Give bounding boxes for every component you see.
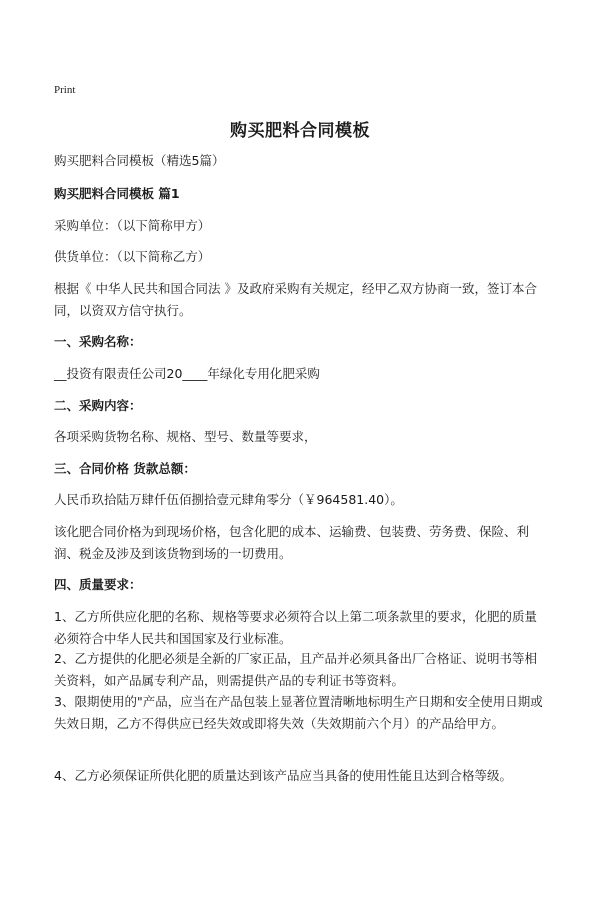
document-title: 购买肥料合同模板	[230, 121, 370, 141]
buyer-line: 采购单位：（以下简称甲方）	[54, 218, 211, 233]
heading-contract-price: 三、合同价格 货款总额：	[54, 461, 196, 476]
heading-quality-requirements: 四、质量要求：	[54, 577, 142, 592]
document-subtitle: 购买肥料合同模板（精选5篇）	[54, 153, 225, 168]
print-link[interactable]: Print	[54, 84, 76, 96]
heading-procurement-name: 一、采购名称：	[54, 334, 142, 349]
heading-procurement-content: 二、采购内容：	[54, 398, 142, 413]
intro-paragraph: 根据《 中华人民共和国合同法 》及政府采购有关规定，经甲乙双方协商一致，签订本合同，以资双方信守执行。	[54, 281, 537, 318]
contract-amount-text: 人民币玖拾陆万肆仟伍佰捌拾壹元肆角零分（￥964581.40）。	[54, 492, 403, 507]
supplier-line: 供货单位：（以下简称乙方）	[54, 249, 211, 264]
quality-item-1: 1、乙方所供应化肥的名称、规格等要求必须符合以上第二项条款里的要求，化肥的质量必须符合中华人民共和国国家及行业标准。	[54, 609, 537, 646]
quality-item-4: 4、乙方必须保证所供化肥的质量达到该产品应当具备的使用性能且达到合格等级。	[54, 768, 512, 783]
section-heading: 购买肥料合同模板 篇1	[54, 186, 180, 201]
procurement-name-text: __投资有限责任公司20____年绿化专用化肥采购	[54, 366, 320, 381]
price-description-paragraph: 该化肥合同价格为到现场价格，包含化肥的成本、运输费、包装费、劳务费、保险、利润、税金及涉及到该货物到场的一切费用。	[54, 524, 530, 561]
quality-item-3: 3、限期使用的"产品，应当在产品包装上显著位置清晰地标明生产日期和安全使用日期或失效日期，乙方不得供应已经失效或即将失效（失效期前六个月）的产品给甲方。	[54, 694, 543, 731]
procurement-content-text: 各项采购货物名称、规格、型号、数量等要求，	[54, 429, 317, 444]
quality-item-2: 2、乙方提供的化肥必须是全新的厂家正品，且产品并必须具备出厂合格证、说明书等相关资料，如产品属专利产品，则需提供产品的专利证书等资料。	[54, 651, 537, 688]
